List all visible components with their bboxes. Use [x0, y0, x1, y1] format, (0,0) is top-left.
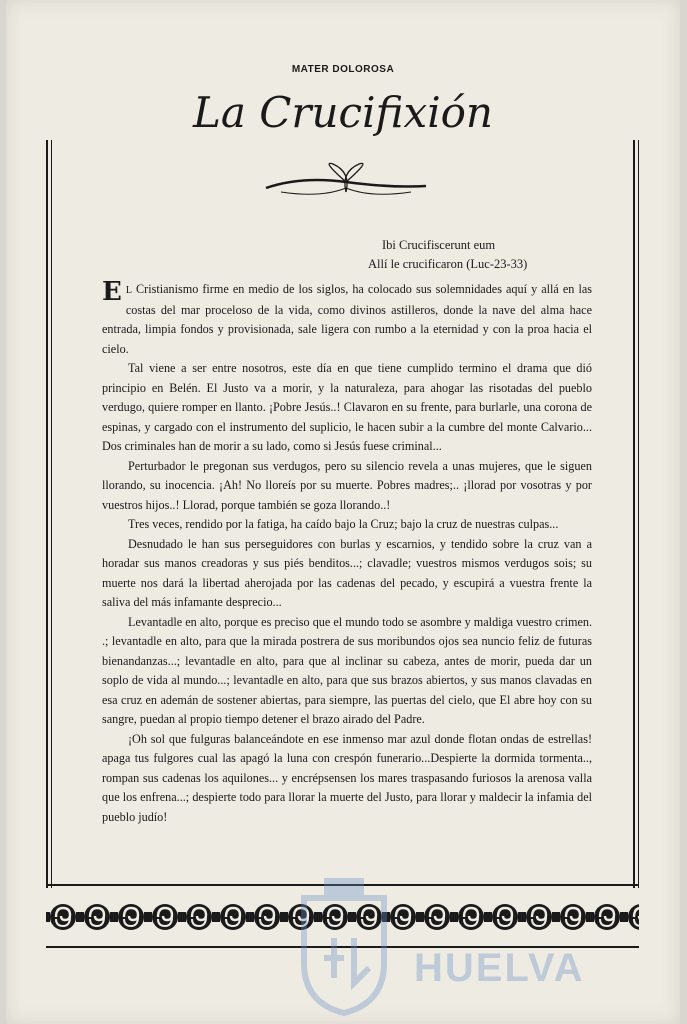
paragraph-6: Levantadle en alto, porque es preciso que el mundo todo se asombre y maldiga vuestro crimen. .; levantadle en alto, para que la mirada postrera de sus moribundos ojos sea nuncio feliz de futuras bienandanzas...; levantadle en alto, para que al inclinar su cabeza, antes de morir, pueda dar un soplo de vida al mundo...; levantadle en alto, para que sus brazos abiertos, y sus manos clavadas en esa cruz en ademán de sostener abiertas, para siempre, las puertas del cielo, que El abre hoy con su sangre, puedan al propio tiempo detener el brazo airado del Padre. — [102, 614, 592, 726]
paragraph-5: Desnudado le han sus perseguidores con burlas y escarnios, y tendido sobre la cruz van a horadar sus manos creadoras y sus piés benditos...; clavadle; vuestros mismos verdugos sois; su muerte nos dará la libertad aherojada por las cadenas del pecado, y escupirá a vuestra frente la saliva del más infamante desprecio... — [102, 536, 592, 609]
ornamental-border-band — [46, 890, 639, 944]
paragraph-2: Tal viene a ser entre nosotros, este día en que tiene cumplido termino el drama que dió principio en Belén. El Justo va a morir, y la naturaleza, para ahogar las risotadas del pueblo verdugo, quiere romper en llanto. ¡Pobre Jesús..! Clavaron en su frente, para burlarle, una corona de espinas, y cargado con el instrumento del suplicio, le hacen subir a la cumbre del monte Calvario... Dos criminales han de morir a su lado, como si Jesús fuese criminal... — [102, 361, 592, 453]
paragraph-3: Perturbador le pregonan sus verdugos, pero su silencio revela a unas mujeres, que le siguen llorando, su inocencia. ¡Ah! No lloreís por su muerte. Pobres madres;.. ¡llorad por vosotras y por vuestros hijos..! Llorad, porque también se goza llorando..! — [102, 458, 592, 512]
drop-cap-continuation: L — [125, 285, 132, 296]
epigraph-latin: Ibi Crucifiscerunt eum — [382, 238, 496, 252]
paragraph-7: ¡Oh sol que fulguras balanceándote en ese inmenso mar azul donde flotan ondas de estrellas! apaga tus fulgores cual las apagó la luna con crespón funerario...Despierte la dormida tormenta.., rompan sus cadenas los aquilones... y encrépsensen los mares traspasando furiosos la arenosa valla que los enfrena...; despierte todo para llorar la muerte del Justo, para llorar y maldecir la infamia del pueblo judío! — [102, 731, 592, 824]
left-border-rule — [46, 140, 52, 888]
article-body — [102, 277, 592, 827]
bottom-border-rule — [46, 884, 639, 886]
page — [6, 0, 680, 1024]
band-bottom-rule — [46, 946, 639, 948]
overline: MATER DOLOROSA — [291, 64, 395, 75]
epigraph — [368, 236, 598, 274]
paragraph-1-text: Cristianismo firme en medio de los siglos, ha colocado sus solemnidades aquí y allá en las costas del mar proceloso de la vida, como divinos astilleros, donde la nave del alma hace entrada, limpia fondos y provisionada, sale ligera con rumbo a la eternidad y con la proa hacia el cielo. — [102, 282, 592, 356]
watermark-text: HUELVA — [414, 946, 585, 990]
drop-cap: E — [102, 277, 122, 307]
page-title: La Crucifixión — [193, 88, 493, 137]
paragraph-4: Tres veces, rendido por la fatiga, ha caído bajo la Cruz; bajo la cruz de nuestras culpas... — [128, 517, 559, 531]
paragraph-1 — [102, 277, 592, 359]
right-border-rule — [633, 140, 639, 888]
flourish-ornament — [261, 158, 431, 208]
epigraph-spanish: Allí le crucificaron (Luc-23-33) — [368, 257, 528, 271]
